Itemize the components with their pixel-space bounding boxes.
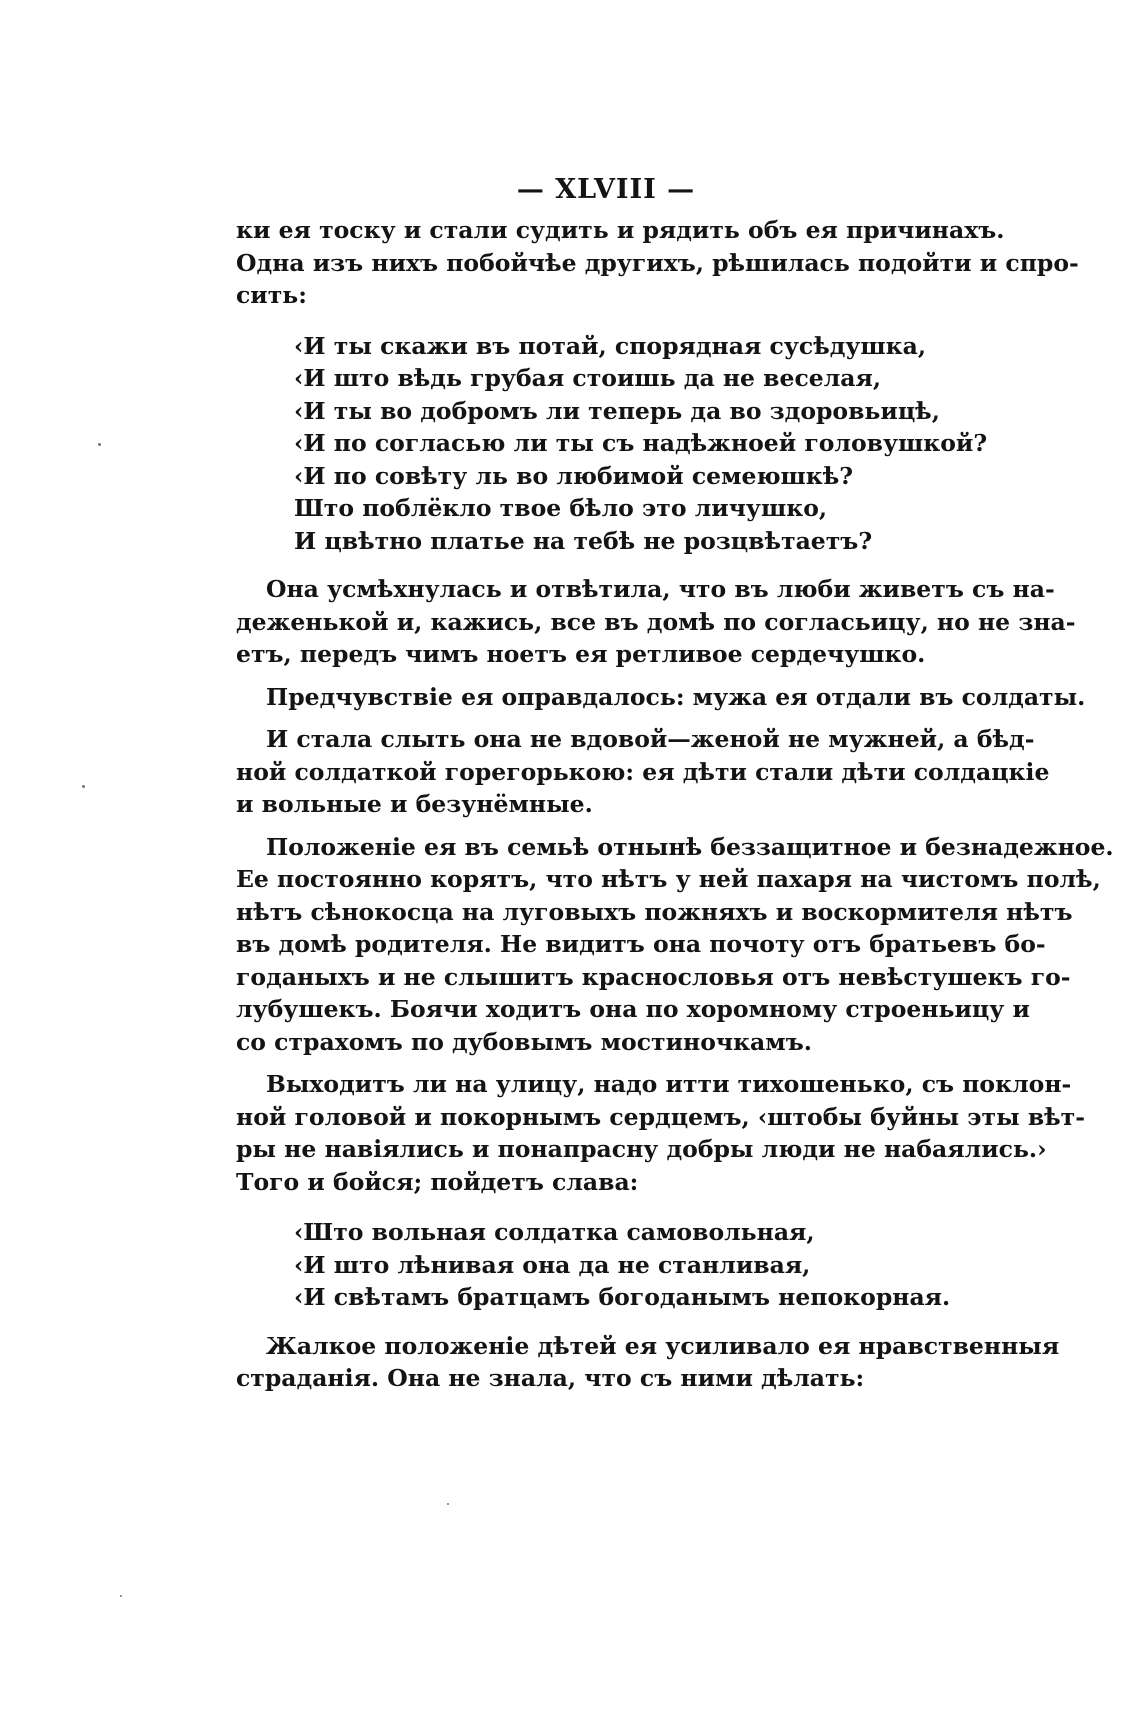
text-line: Жалкое положеніе дѣтей ея усиливало ея нравственныя <box>266 1331 1060 1360</box>
verse-line: ‹И свѣтамъ братцамъ богоданымъ непокорная. <box>294 1283 951 1311</box>
text-line: Она усмѣхнулась и отвѣтила, что въ люби живетъ съ на- <box>266 575 1055 603</box>
text-line: въ домѣ родителя. Не видитъ она почоту отъ братьевъ бо- <box>236 930 1046 958</box>
text-line: Ее постоянно корятъ, что нѣтъ у ней пахаря на чистомъ полѣ, <box>236 865 1101 893</box>
verse-line: ‹И по согласью ли ты съ надѣжноей головушкой? <box>294 429 988 457</box>
text-line: лубушекъ. Боячи ходитъ она по хоромному строеньицу и <box>236 995 1030 1023</box>
text-line: Предчувствіе ея оправдалось: мужа ея отдали въ солдаты. <box>266 682 1086 711</box>
paragraph <box>236 214 1079 312</box>
text-line: ки ея тоску и стали судить и рядить объ ея причинахъ. <box>236 216 1005 244</box>
verse-line: ‹И ты во добромъ ли теперь да во здоровьицѣ, <box>294 396 940 425</box>
text-line: деженькой и, кажись, все въ домѣ по согласьицу, но не зна- <box>236 607 1076 636</box>
scan-speck <box>82 785 85 788</box>
text-line: Выходитъ ли на улицу, надо итти тихошенько, съ поклон- <box>266 1070 1072 1098</box>
page-body <box>236 170 1114 1405</box>
text-line: и вольные и безунёмные. <box>236 790 593 818</box>
paragraph <box>236 681 1086 714</box>
scan-speck <box>120 1595 122 1597</box>
verse-line: И цвѣтно платье на тебѣ не розцвѣтаетъ? <box>294 526 873 555</box>
verse-line: ‹И што вѣдь грубая стоишь да не веселая, <box>294 364 882 392</box>
text-line: страданія. Она не знала, что съ ними дѣлать: <box>236 1364 865 1392</box>
scan-speck <box>98 443 101 446</box>
verse-line: Што поблёкло твое бѣло это личушко, <box>294 494 828 522</box>
text-line: ной головой и покорнымъ сердцемъ, ‹штобы буйны эты вѣт- <box>236 1102 1085 1131</box>
text-line: сить: <box>236 281 307 309</box>
paragraph <box>236 573 1076 671</box>
verse-block <box>294 330 988 558</box>
verse-line: ‹И што лѣнивая она да не станливая, <box>294 1250 811 1279</box>
text-line: ры не навіялись и понапрасну добры люди не набаялись.› <box>236 1135 1047 1163</box>
text-line: Одна изъ нихъ побойчѣе другихъ, рѣшилась подойти и спро- <box>236 248 1079 277</box>
text-line: Того и бойся; пойдетъ слава: <box>236 1167 639 1196</box>
verse-line: ‹Што вольная солдатка самовольная, <box>294 1218 815 1246</box>
text-line: Положеніе ея въ семьѣ отнынѣ беззащитное и безнадежное. <box>266 832 1114 861</box>
text-line: И стала слыть она не вдовой—женой не мужней, а бѣд- <box>266 725 1035 753</box>
scan-speck <box>447 1503 449 1505</box>
text-line: со страхомъ по дубовымъ мостиночкамъ. <box>236 1027 812 1056</box>
text-line: нѣтъ сѣнокосца на луговыхъ пожняхъ и воскормителя нѣтъ <box>236 897 1073 926</box>
paragraph <box>236 831 1114 1059</box>
text-line: ной солдаткой горегорькою: ея дѣти стали дѣти солдацкіе <box>236 757 1050 786</box>
text-line: етъ, передъ чимъ ноетъ ея ретливое сердечушко. <box>236 640 926 668</box>
paragraph <box>236 723 1050 821</box>
verse-line: ‹И ты скажи въ потай, спорядная сусѣдушка, <box>294 331 927 360</box>
verse-block <box>294 1216 976 1314</box>
paragraph <box>236 1330 1060 1395</box>
text-line: годаныхъ и не слышитъ краснословья отъ невѣстушекъ го- <box>236 962 1071 991</box>
verse-line: ‹И по совѣту ль во любимой семеюшкѣ? <box>294 461 854 490</box>
page-number-header: — XLVIII — <box>516 174 696 205</box>
paragraph <box>236 1068 1085 1198</box>
